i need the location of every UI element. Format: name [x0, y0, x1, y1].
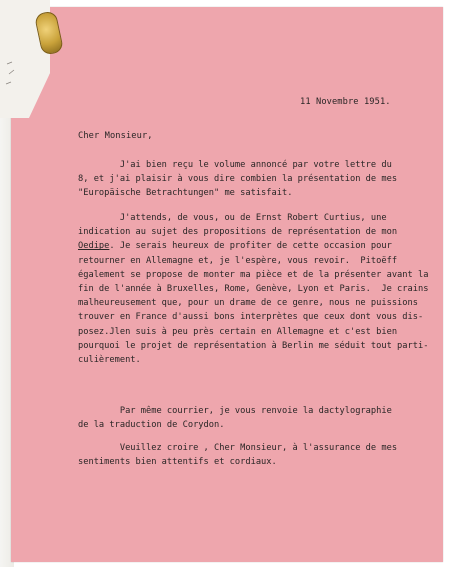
text-line: culièrement. [78, 355, 141, 366]
text-line: Par même courrier, je vous renvoie la dactylographie [78, 406, 392, 416]
text-line: posez.Jlen suis à peu près certain en Allemagne et c'est bien [78, 326, 398, 337]
text-line: sentiments bien attentifs et cordiaux. [78, 457, 277, 468]
text-line: malheureusement que, pour un drame de ce genre, nous ne puissions [78, 298, 418, 309]
play-title-underlined: Oedipe [78, 241, 110, 252]
paragraph-2 [78, 211, 438, 367]
paragraph-1 [78, 158, 438, 201]
text-line: 8, et j'ai plaisir à vous dire combien la présentation de mes [78, 174, 398, 185]
pencil-marks [4, 60, 24, 90]
text-line: également se propose de monter ma pièce et de la présenter avant la [78, 269, 429, 280]
text-line: J'attends, de vous, ou de Ernst Robert Curtius, une [78, 213, 387, 223]
text-line-oedipe: Oedipe. Je serais heureux de profiter de cette occasion pour [78, 241, 392, 252]
text-line: fin de l'année à Bruxelles, Rome, Genève, Lyon et Paris. Je crains [78, 284, 429, 295]
letter-date: 11 Novembre 1951. [300, 97, 391, 107]
text-line: J'ai bien reçu le volume annoncé par votre lettre du [78, 160, 392, 170]
text-line: Veuillez croire , Cher Monsieur, à l'assurance de mes [78, 443, 398, 453]
text-line: trouver en France d'aussi bons interprètes que ceux dont vous dis- [78, 312, 424, 323]
text-line: "Europäische Betrachtungen" me satisfait. [78, 188, 293, 199]
text-line: de la traduction de Corydon. [78, 420, 225, 431]
text-line: pourquoi le projet de représentation à Berlin me séduit tout parti- [78, 340, 429, 351]
paragraph-3 [78, 404, 438, 432]
text-line: retourner en Allemagne et, je l'espère, vous revoir. Pitoëff [78, 255, 398, 266]
paragraph-closing [78, 441, 438, 469]
text-line: indication au sujet des propositions de représentation de mon [78, 227, 398, 238]
letter-salutation: Cher Monsieur, [78, 131, 153, 141]
